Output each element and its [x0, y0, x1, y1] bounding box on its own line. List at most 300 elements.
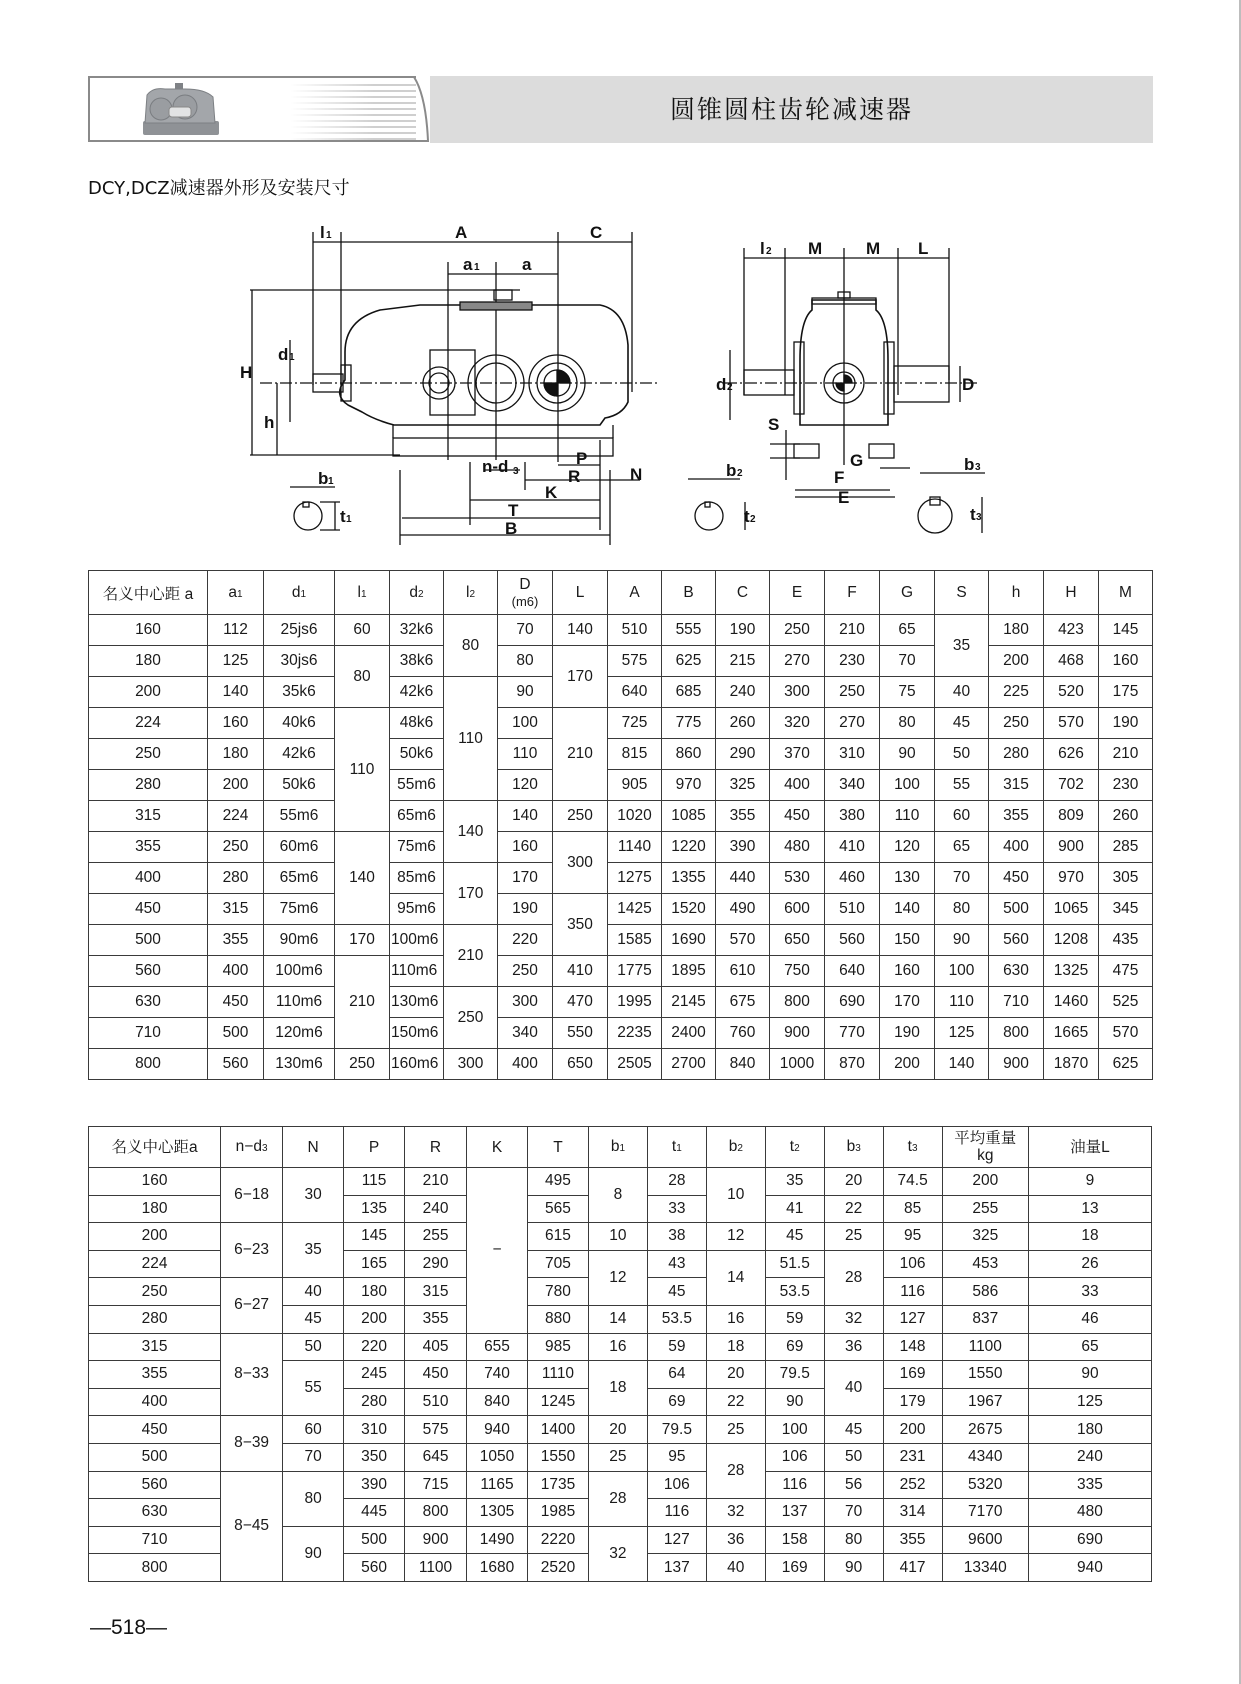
cell-d1: 110m6: [264, 987, 335, 1018]
cell-M: 305: [1099, 863, 1153, 894]
cell-h: 200: [989, 646, 1044, 677]
cell-R: 210: [405, 1168, 467, 1196]
cell-nd3: 6−27: [221, 1278, 283, 1333]
cell-M: 175: [1099, 677, 1153, 708]
cell-H: 1325: [1044, 956, 1099, 987]
label-t2: t: [744, 507, 750, 526]
cell-l1: 110: [335, 708, 390, 832]
cell-t2: 137: [765, 1499, 824, 1527]
cell-D: 110: [498, 739, 553, 770]
cell-t1: 45: [647, 1278, 706, 1306]
cell-F: 230: [825, 646, 880, 677]
column-header: [608, 571, 662, 615]
cell-d1: 25js6: [264, 615, 335, 646]
cell-t3: 116: [883, 1278, 942, 1306]
cell-t1: 95: [647, 1443, 706, 1471]
label-L: L: [918, 239, 929, 258]
cell-M: 525: [1099, 987, 1153, 1018]
column-header: [264, 571, 335, 615]
header-subscript: 1: [237, 588, 243, 600]
header-label: b: [728, 1137, 738, 1155]
cell-l1: 250: [335, 1049, 390, 1080]
svg-text:2: 2: [766, 246, 772, 257]
label-t1: t: [340, 507, 346, 526]
cell-a: 160: [89, 615, 208, 646]
header-label: H: [1065, 583, 1077, 601]
cell-a1: 160: [208, 708, 264, 739]
cell-a: 180: [89, 1195, 221, 1223]
cell-d1: 120m6: [264, 1018, 335, 1049]
header-subscript: 2: [418, 588, 424, 600]
cell-F: 340: [825, 770, 880, 801]
cell-E: 400: [770, 770, 825, 801]
cell-E: 450: [770, 801, 825, 832]
cell-B: 860: [662, 739, 716, 770]
section-subtitle: DCY,DCZ减速器外形及安装尺寸: [88, 178, 350, 199]
cell-R: 355: [405, 1305, 467, 1333]
column-header: [390, 571, 444, 615]
cell-t1: 79.5: [647, 1416, 706, 1444]
cell-b1: 12: [588, 1250, 647, 1305]
label-P: P: [576, 449, 588, 468]
cell-M: 345: [1099, 894, 1153, 925]
cell-M: 260: [1099, 801, 1153, 832]
cell-H: 900: [1044, 832, 1099, 863]
cell-b1: 20: [588, 1416, 647, 1444]
cell-T: 1110: [527, 1361, 588, 1389]
cell-R: 510: [405, 1388, 467, 1416]
cell-l2: 210: [444, 925, 498, 987]
cell-w: 255: [942, 1195, 1028, 1223]
cell-E: 650: [770, 925, 825, 956]
cell-oil: 9: [1028, 1168, 1151, 1196]
cell-S: 90: [935, 925, 989, 956]
cell-L: 350: [553, 894, 608, 956]
cell-h: 225: [989, 677, 1044, 708]
cell-a: 315: [89, 1333, 221, 1361]
table-row: [89, 1223, 1152, 1251]
cell-t1: 53.5: [647, 1305, 706, 1333]
cell-b2: 28: [706, 1443, 765, 1498]
cell-l2: 250: [444, 987, 498, 1049]
table-row: [89, 832, 1153, 863]
cell-a1: 250: [208, 832, 264, 863]
cell-b3: 36: [824, 1333, 883, 1361]
cell-a1: 224: [208, 801, 264, 832]
header-label: P: [368, 1138, 380, 1156]
label-d1: d: [278, 345, 289, 364]
cell-b3: 32: [824, 1305, 883, 1333]
cell-C: 675: [716, 987, 770, 1018]
header-subscript: 1: [300, 588, 307, 600]
cell-l1: 60: [335, 615, 390, 646]
cell-d2: 32k6: [390, 615, 444, 646]
cell-D: 160: [498, 832, 553, 863]
header-label: L: [575, 583, 585, 601]
column-header: [335, 571, 390, 615]
label-l2: l: [760, 239, 765, 258]
cell-l1: 80: [335, 646, 390, 708]
cell-H: 970: [1044, 863, 1099, 894]
svg-text:1: 1: [328, 476, 334, 487]
cell-H: 809: [1044, 801, 1099, 832]
cell-C: 190: [716, 615, 770, 646]
cell-d2: 85m6: [390, 863, 444, 894]
cell-h: 250: [989, 708, 1044, 739]
svg-text:1: 1: [346, 514, 352, 525]
cell-B: 625: [662, 646, 716, 677]
label-G: G: [850, 451, 864, 470]
cell-C: 760: [716, 1018, 770, 1049]
label-C: C: [590, 223, 603, 242]
cell-E: 800: [770, 987, 825, 1018]
label-S: S: [768, 415, 780, 434]
cell-T: 2220: [527, 1526, 588, 1554]
cell-b3: 70: [824, 1499, 883, 1527]
cell-N: 30: [283, 1168, 344, 1223]
cell-oil: 240: [1028, 1443, 1151, 1471]
cell-G: 170: [880, 987, 935, 1018]
cell-d1: 30js6: [264, 646, 335, 677]
cell-t3: 179: [883, 1388, 942, 1416]
label-b2: b: [726, 461, 737, 480]
cell-oil: 90: [1028, 1361, 1151, 1389]
cell-R: 575: [405, 1416, 467, 1444]
cell-a1: 400: [208, 956, 264, 987]
cell-K: 1165: [467, 1471, 528, 1499]
cell-E: 300: [770, 677, 825, 708]
cell-d1: 65m6: [264, 863, 335, 894]
cell-a1: 500: [208, 1018, 264, 1049]
cell-l2: 140: [444, 801, 498, 863]
cell-L: 410: [553, 956, 608, 987]
cell-B: 2400: [662, 1018, 716, 1049]
cell-a: 355: [89, 1361, 221, 1389]
cell-b1: 16: [588, 1333, 647, 1361]
cell-R: 715: [405, 1471, 467, 1499]
cell-a1: 200: [208, 770, 264, 801]
cell-t2: 53.5: [765, 1278, 824, 1306]
cell-R: 900: [405, 1526, 467, 1554]
cell-d2: 75m6: [390, 832, 444, 863]
column-header: [706, 1127, 765, 1168]
cell-T: 880: [527, 1305, 588, 1333]
cell-P: 390: [344, 1471, 405, 1499]
cell-E: 250: [770, 615, 825, 646]
column-header: [880, 571, 935, 615]
cell-a: 250: [89, 739, 208, 770]
cell-t2: 45: [765, 1223, 824, 1251]
header-label: d: [291, 583, 301, 601]
header-label: l: [465, 583, 470, 601]
cell-t3: 355: [883, 1526, 942, 1554]
cell-oil: 940: [1028, 1554, 1151, 1582]
cell-C: 355: [716, 801, 770, 832]
table-row: [89, 1471, 1152, 1499]
cell-G: 100: [880, 770, 935, 801]
cell-a: 400: [89, 1388, 221, 1416]
cell-oil: 125: [1028, 1388, 1151, 1416]
column-header: [283, 1127, 344, 1168]
cell-G: 80: [880, 708, 935, 739]
cell-l2: 80: [444, 615, 498, 677]
cell-D: 170: [498, 863, 553, 894]
header-subscript: 3: [261, 1142, 268, 1154]
table-header-row: [89, 571, 1153, 615]
cell-d2: 95m6: [390, 894, 444, 925]
header-label: t: [671, 1137, 677, 1155]
header-unit: (m6): [511, 593, 539, 609]
cell-L: 210: [553, 708, 608, 801]
cell-T: 565: [527, 1195, 588, 1223]
header-label: l: [357, 583, 361, 601]
cell-a1: 315: [208, 894, 264, 925]
cell-t1: 127: [647, 1526, 706, 1554]
cell-d1: 55m6: [264, 801, 335, 832]
cell-w: 1550: [942, 1361, 1028, 1389]
cell-M: 160: [1099, 646, 1153, 677]
cell-M: 570: [1099, 1018, 1153, 1049]
cell-oil: 13: [1028, 1195, 1151, 1223]
cell-a: 500: [89, 925, 208, 956]
header-label: G: [900, 583, 914, 601]
cell-d1: 35k6: [264, 677, 335, 708]
front-view: [250, 232, 660, 545]
label-T: T: [508, 501, 519, 520]
svg-text:3: 3: [976, 512, 982, 523]
cell-N: 55: [283, 1361, 344, 1416]
table-row: [89, 925, 1153, 956]
cell-a: 200: [89, 677, 208, 708]
cell-b2: 14: [706, 1250, 765, 1305]
cell-h: 280: [989, 739, 1044, 770]
cell-a: 500: [89, 1443, 221, 1471]
column-header: [344, 1127, 405, 1168]
header-label: b: [846, 1137, 856, 1155]
cell-a: 224: [89, 708, 208, 739]
cell-d2: 65m6: [390, 801, 444, 832]
cell-w: 586: [942, 1278, 1028, 1306]
cell-t3: 231: [883, 1443, 942, 1471]
cell-T: 705: [527, 1250, 588, 1278]
cell-a: 280: [89, 1305, 221, 1333]
header-label: d: [409, 583, 419, 601]
cell-l1: 170: [335, 925, 390, 956]
header-label: A: [629, 583, 640, 601]
cell-t2: 35: [765, 1168, 824, 1196]
column-header: [647, 1127, 706, 1168]
cell-A: 725: [608, 708, 662, 739]
cell-h: 400: [989, 832, 1044, 863]
cell-a: 630: [89, 1499, 221, 1527]
cell-N: 60: [283, 1416, 344, 1444]
cell-oil: 26: [1028, 1250, 1151, 1278]
cell-D: 140: [498, 801, 553, 832]
cell-a: 560: [89, 956, 208, 987]
cell-d2: 50k6: [390, 739, 444, 770]
cell-h: 180: [989, 615, 1044, 646]
cell-oil: 18: [1028, 1223, 1151, 1251]
cell-b3: 80: [824, 1526, 883, 1554]
column-header: [527, 1127, 588, 1168]
cell-a1: 450: [208, 987, 264, 1018]
cell-t2: 106: [765, 1443, 824, 1471]
column-header: [765, 1127, 824, 1168]
cell-F: 870: [825, 1049, 880, 1080]
cell-G: 130: [880, 863, 935, 894]
cell-t2: 169: [765, 1554, 824, 1582]
cell-a: 200: [89, 1223, 221, 1251]
cell-M: 475: [1099, 956, 1153, 987]
cell-F: 380: [825, 801, 880, 832]
cell-M: 230: [1099, 770, 1153, 801]
label-d2: d: [716, 375, 727, 394]
cell-b3: 40: [824, 1361, 883, 1416]
cell-l2: 300: [444, 1049, 498, 1080]
cell-oil: 33: [1028, 1278, 1151, 1306]
cell-D: 400: [498, 1049, 553, 1080]
cell-E: 530: [770, 863, 825, 894]
cell-b2: 12: [706, 1223, 765, 1251]
table-row: [89, 894, 1153, 925]
cell-oil: 65: [1028, 1333, 1151, 1361]
label-R: R: [568, 467, 581, 486]
table-row: [89, 1018, 1153, 1049]
column-header: [935, 571, 989, 615]
cell-T: 780: [527, 1278, 588, 1306]
cell-t3: 74.5: [883, 1168, 942, 1196]
cell-B: 2700: [662, 1049, 716, 1080]
header-subscript: 2: [794, 1142, 800, 1154]
table-row: [89, 708, 1153, 739]
cell-d1: 60m6: [264, 832, 335, 863]
cell-K: −: [467, 1168, 528, 1334]
svg-text:3: 3: [513, 466, 519, 477]
cell-E: 600: [770, 894, 825, 925]
cell-F: 270: [825, 708, 880, 739]
cell-A: 1775: [608, 956, 662, 987]
cell-C: 610: [716, 956, 770, 987]
cell-M: 285: [1099, 832, 1153, 863]
cell-D: 220: [498, 925, 553, 956]
cell-A: 1140: [608, 832, 662, 863]
cell-H: 1665: [1044, 1018, 1099, 1049]
cell-A: 1585: [608, 925, 662, 956]
cell-G: 160: [880, 956, 935, 987]
table-row: [89, 1333, 1152, 1361]
cell-G: 140: [880, 894, 935, 925]
table-row: [89, 1416, 1152, 1444]
cell-a: 224: [89, 1250, 221, 1278]
header-label: D: [519, 575, 531, 593]
label-E: E: [838, 488, 850, 507]
cell-G: 65: [880, 615, 935, 646]
cell-a: 280: [89, 770, 208, 801]
cell-H: 626: [1044, 739, 1099, 770]
table-row: [89, 646, 1153, 677]
label-M-left: M: [808, 239, 823, 258]
cell-w: 2675: [942, 1416, 1028, 1444]
cell-t1: 69: [647, 1388, 706, 1416]
cell-T: 1985: [527, 1499, 588, 1527]
cell-A: 640: [608, 677, 662, 708]
column-header: [989, 571, 1044, 615]
table-row: [89, 956, 1153, 987]
cell-P: 500: [344, 1526, 405, 1554]
cell-F: 460: [825, 863, 880, 894]
cell-b1: 32: [588, 1526, 647, 1581]
cell-L: 250: [553, 801, 608, 832]
cell-K: 1305: [467, 1499, 528, 1527]
cell-N: 80: [283, 1471, 344, 1526]
cell-a1: 560: [208, 1049, 264, 1080]
cell-S: 110: [935, 987, 989, 1018]
svg-text:3: 3: [975, 462, 981, 473]
cell-G: 200: [880, 1049, 935, 1080]
cell-D: 100: [498, 708, 553, 739]
table-row: [89, 770, 1153, 801]
cell-d1: 100m6: [264, 956, 335, 987]
cell-B: 685: [662, 677, 716, 708]
table-row: [89, 1168, 1152, 1196]
cell-A: 575: [608, 646, 662, 677]
label-b1: b: [318, 469, 329, 488]
cell-w: 5320: [942, 1471, 1028, 1499]
cell-A: 1275: [608, 863, 662, 894]
header-subscript: 1: [360, 588, 367, 600]
cell-t1: 59: [647, 1333, 706, 1361]
cell-C: 490: [716, 894, 770, 925]
cell-b1: 8: [588, 1168, 647, 1223]
cell-t3: 85: [883, 1195, 942, 1223]
header-label: 名义中心距a: [111, 1138, 198, 1156]
cell-K: 740: [467, 1361, 528, 1389]
header-label: 名义中心距 a: [102, 585, 194, 603]
cell-F: 210: [825, 615, 880, 646]
cell-d1: 40k6: [264, 708, 335, 739]
column-header: [89, 571, 208, 615]
cell-t1: 43: [647, 1250, 706, 1278]
cell-B: 1520: [662, 894, 716, 925]
column-header: [1044, 571, 1099, 615]
cell-a: 400: [89, 863, 208, 894]
cell-b2: 22: [706, 1388, 765, 1416]
header-label: a: [228, 583, 238, 601]
column-header: [716, 571, 770, 615]
cell-T: 1735: [527, 1471, 588, 1499]
cell-w: 1100: [942, 1333, 1028, 1361]
cell-h: 315: [989, 770, 1044, 801]
cell-l2: 110: [444, 677, 498, 801]
label-M-right: M: [866, 239, 881, 258]
label-h: h: [264, 413, 275, 432]
column-header: [89, 1127, 221, 1168]
cell-M: 625: [1099, 1049, 1153, 1080]
column-header: [662, 571, 716, 615]
header-subscript: 2: [469, 588, 475, 600]
cell-t2: 51.5: [765, 1250, 824, 1278]
cell-P: 115: [344, 1168, 405, 1196]
cell-t3: 169: [883, 1361, 942, 1389]
column-header: [444, 571, 498, 615]
cell-d2: 150m6: [390, 1018, 444, 1049]
cell-N: 40: [283, 1278, 344, 1306]
cell-nd3: 6−23: [221, 1223, 283, 1278]
cell-G: 70: [880, 646, 935, 677]
svg-text:1: 1: [289, 352, 295, 363]
cell-C: 290: [716, 739, 770, 770]
header-unit: kg: [977, 1147, 994, 1164]
